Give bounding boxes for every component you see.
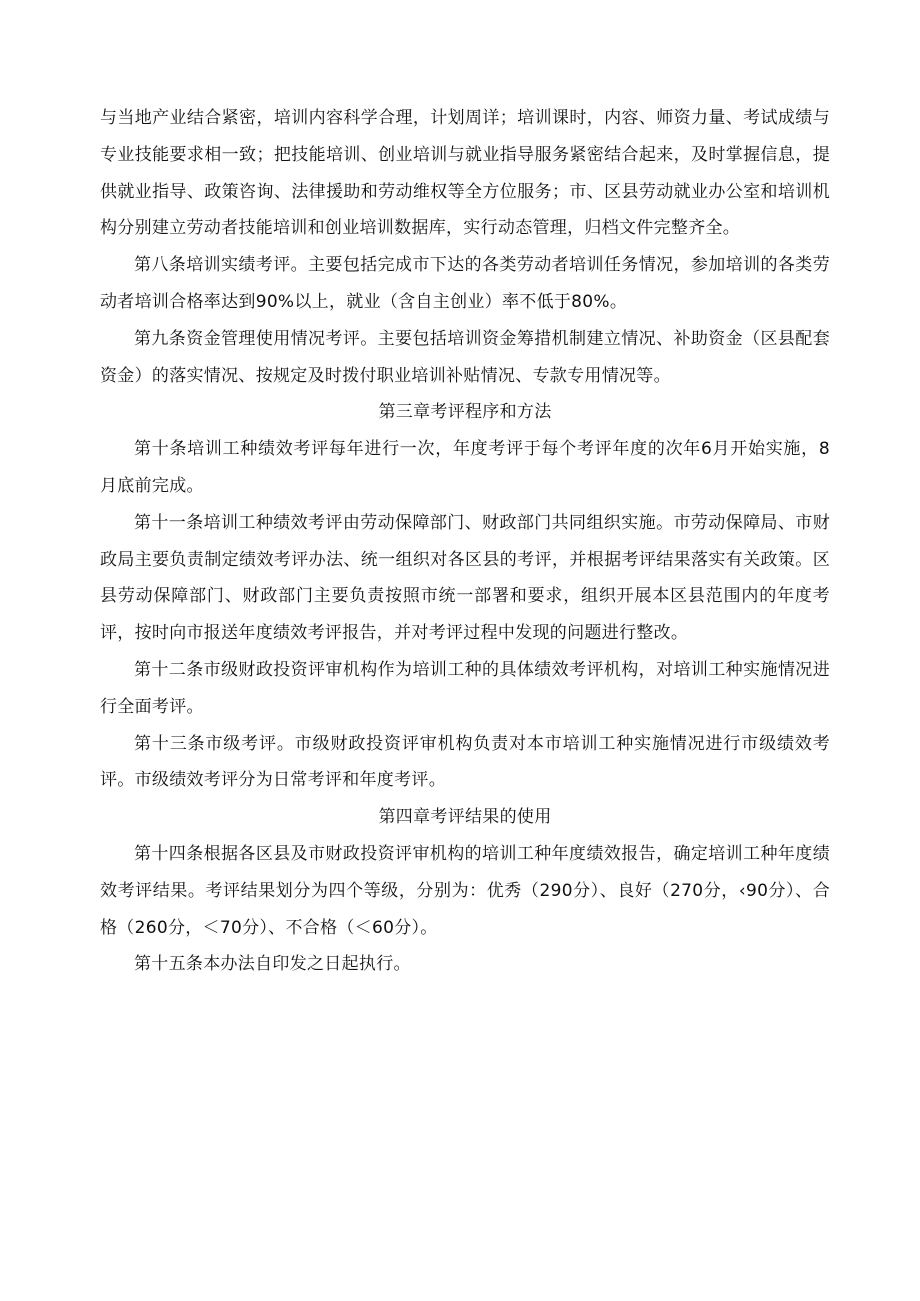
article-13: 第十三条市级考评。市级财政投资评审机构负责对本市培训工种实施情况进行市级绩效考评。市级绩效考评分为日常考评和年度考评。 — [100, 733, 830, 791]
document-page — [100, 100, 830, 983]
article-15: 第十五条本办法自印发之日起执行。 — [134, 954, 411, 975]
article-9: 第九条资金管理使用情况考评。主要包括培训资金筹措机制建立情况、补助资金（区县配套资金）的落实情况、按规定及时拨付职业培训补贴情况、专款专用情况等。 — [100, 328, 830, 386]
article-10: 第十条培训工种绩效考评每年进行一次，年度考评于每个考评年度的次年6月开始实施，8月底前完成。 — [100, 439, 830, 496]
article-12: 第十二条市级财政投资评审机构作为培训工种的具体绩效考评机构，对培训工种实施情况进行全面考评。 — [100, 659, 830, 717]
article-11: 第十一条培训工种绩效考评由劳动保障部门、财政部门共同组织实施。市劳动保障局、市财政局主要负责制定绩效考评办法、统一组织对各区县的考评，并根据考评结果落实有关政策。区县劳动保障部门、财政部门主要负责按照市统一部署和要求，组织开展本区县范围内的年度考评，按时向市报送年度绩效考评报告，并对考评过程中发现的问题进行整改。 — [100, 512, 830, 644]
chapter-4-heading: 第四章考评结果的使用 — [378, 807, 552, 828]
article-14: 第十四条根据各区县及市财政投资评审机构的培训工种年度绩效报告，确定培训工种年度绩效考评结果。考评结果划分为四个等级，分别为：优秀（290分）、良好（270分，‹90分）、合格（260分，＜70分）、不合格（＜60分）。 — [100, 843, 830, 938]
article-8: 第八条培训实绩考评。主要包括完成市下达的各类劳动者培训任务情况，参加培训的各类劳动者培训合格率达到90%以上，就业（含自主创业）率不低于80%。 — [100, 255, 830, 312]
paragraph-continued: 与当地产业结合紧密，培训内容科学合理，计划周详；培训课时，内容、师资力量、考试成绩与专业技能要求相一致；把技能培训、创业培训与就业指导服务紧密结合起来，及时掌握信息，提供就业指导、政策咨询、法律援助和劳动维权等全方位服务；市、区县劳动就业办公室和培训机构分别建立劳动者技能培训和创业培训数据库，实行动态管理，归档文件完整齐全。 — [100, 108, 830, 239]
chapter-3-heading: 第三章考评程序和方法 — [378, 402, 552, 423]
